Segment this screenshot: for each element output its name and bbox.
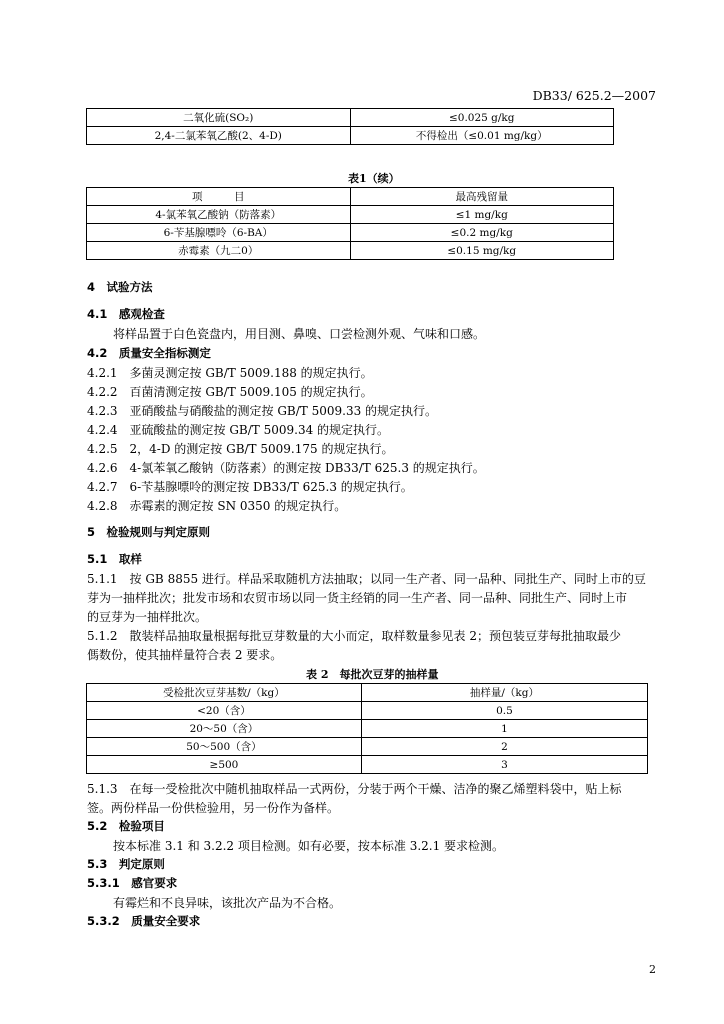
table-header: 最高残留量 bbox=[350, 188, 614, 206]
clause-4-2-7: 4.2.7 6-苄基腺嘌呤的测定按 DB33/T 625.3 的规定执行。 bbox=[87, 480, 413, 494]
table-cell: 赤霉素（九二0） bbox=[87, 242, 351, 260]
table-cell: 4-氯苯氧乙酸钠（防落素） bbox=[87, 206, 351, 224]
table-cell: 1 bbox=[361, 720, 647, 738]
paragraph: 有霉烂和不良异味，该批次产品为不合格。 bbox=[113, 896, 342, 910]
table-header: 受检批次豆芽基数/（kg） bbox=[87, 684, 362, 702]
section-4-heading: 4 试验方法 bbox=[87, 280, 153, 294]
section-5-heading: 5 检验规则与判定原则 bbox=[87, 525, 211, 539]
table-header: 抽样量/（kg） bbox=[361, 684, 647, 702]
table-cell: ≤0.2 mg/kg bbox=[350, 224, 614, 242]
standard-code: DB33/ 625.2—2007 bbox=[532, 88, 656, 103]
table-header: 项 目 bbox=[87, 188, 351, 206]
clause-5-1-2-cont: 傌数份，使其抽样量符合表 2 要求。 bbox=[87, 648, 283, 662]
paragraph: 将样品置于白色瓷盘内，用目测、鼻嗅、口尝检测外观、气味和口感。 bbox=[113, 327, 486, 341]
table1-caption: 表1（续） bbox=[348, 172, 400, 185]
table-row bbox=[87, 702, 648, 720]
clause-5-1-2: 5.1.2 散装样品抽取量根据每批豆芽数量的大小而定，取样数量参见表 2；预包装豆芽每批抽取最少 bbox=[87, 629, 621, 643]
table-cell: 2 bbox=[361, 738, 647, 756]
table-cell: ≤1 mg/kg bbox=[350, 206, 614, 224]
table-row bbox=[87, 127, 614, 145]
page-number: 2 bbox=[649, 963, 656, 976]
clause-5-1-1-cont: 芽为一抽样批次；批发市场和农贸市场以同一货主经销的同一生产者、同一品种、同批生产、同时上市 bbox=[87, 591, 628, 605]
section-5-3-1-heading: 5.3.1 感官要求 bbox=[87, 876, 178, 890]
table2-caption: 表 2 每批次豆芽的抽样量 bbox=[306, 668, 439, 681]
table-row bbox=[87, 224, 614, 242]
table1-top-rows bbox=[86, 108, 614, 145]
table-cell: 二氧化硫(SO₂) bbox=[87, 109, 351, 127]
table-cell: ≤0.025 g/kg bbox=[350, 109, 614, 127]
table-cell: <20（含） bbox=[87, 702, 362, 720]
table-cell: 6-苄基腺嘌呤（6-BA） bbox=[87, 224, 351, 242]
section-5-3-heading: 5.3 判定原则 bbox=[87, 857, 165, 871]
clause-5-1-1-cont: 的豆芽为一抽样批次。 bbox=[87, 610, 208, 624]
table-header-row bbox=[87, 188, 614, 206]
table-cell: 不得检出（≤0.01 mg/kg） bbox=[350, 127, 614, 145]
clause-4-2-5: 4.2.5 2，4-D 的测定按 GB/T 5009.175 的规定执行。 bbox=[87, 442, 394, 456]
clause-5-1-3-cont: 签。两份样品一份供检验用，另一份作为备样。 bbox=[87, 801, 340, 815]
clause-4-2-8: 4.2.8 赤霉素的测定按 SN 0350 的规定执行。 bbox=[87, 499, 347, 513]
clause-5-1-1: 5.1.1 按 GB 8855 进行。样品采取随机方法抽取；以同一生产者、同一品种、同批生产、同时上市的豆 bbox=[87, 572, 646, 586]
table-row bbox=[87, 738, 648, 756]
section-4-1-heading: 4.1 感观检查 bbox=[87, 307, 165, 321]
section-5-3-2-heading: 5.3.2 质量安全要求 bbox=[87, 914, 201, 928]
table-cell: 2,4-二氯苯氧乙酸(2、4-D) bbox=[87, 127, 351, 145]
clause-4-2-3: 4.2.3 亚硝酸盐与硝酸盐的测定按 GB/T 5009.33 的规定执行。 bbox=[87, 404, 438, 418]
paragraph: 按本标准 3.1 和 3.2.2 项目检测。如有必要，按本标准 3.2.1 要求检测。 bbox=[113, 839, 505, 853]
clause-4-2-1: 4.2.1 多菌灵测定按 GB/T 5009.188 的规定执行。 bbox=[87, 366, 373, 380]
table1-continued bbox=[86, 187, 614, 260]
clause-5-1-3: 5.1.3 在每一受检批次中随机抽取样品一式两份，分装于两个干燥、洁净的聚乙烯塑料袋中，贴上标 bbox=[87, 782, 622, 796]
table-cell: 50～500（含） bbox=[87, 738, 362, 756]
table-cell: ≤0.15 mg/kg bbox=[350, 242, 614, 260]
table-header-row bbox=[87, 684, 648, 702]
table-cell: 20～50（含） bbox=[87, 720, 362, 738]
section-5-1-heading: 5.1 取样 bbox=[87, 552, 142, 566]
clause-4-2-4: 4.2.4 亚硫酸盐的测定按 GB/T 5009.34 的规定执行。 bbox=[87, 423, 390, 437]
table-cell: 3 bbox=[361, 756, 647, 774]
table-row bbox=[87, 206, 614, 224]
section-4-2-heading: 4.2 质量安全指标测定 bbox=[87, 346, 211, 360]
clause-4-2-2: 4.2.2 百菌清测定按 GB/T 5009.105 的规定执行。 bbox=[87, 385, 373, 399]
table-row bbox=[87, 242, 614, 260]
table-row bbox=[87, 109, 614, 127]
table-row bbox=[87, 756, 648, 774]
section-5-2-heading: 5.2 检验项目 bbox=[87, 819, 165, 833]
table-row bbox=[87, 720, 648, 738]
table-cell: 0.5 bbox=[361, 702, 647, 720]
table-cell: ≥500 bbox=[87, 756, 362, 774]
clause-4-2-6: 4.2.6 4-氯苯氧乙酸钠（防落素）的测定按 DB33/T 625.3 的规定执行。 bbox=[87, 461, 485, 475]
table2-sampling bbox=[86, 683, 648, 774]
